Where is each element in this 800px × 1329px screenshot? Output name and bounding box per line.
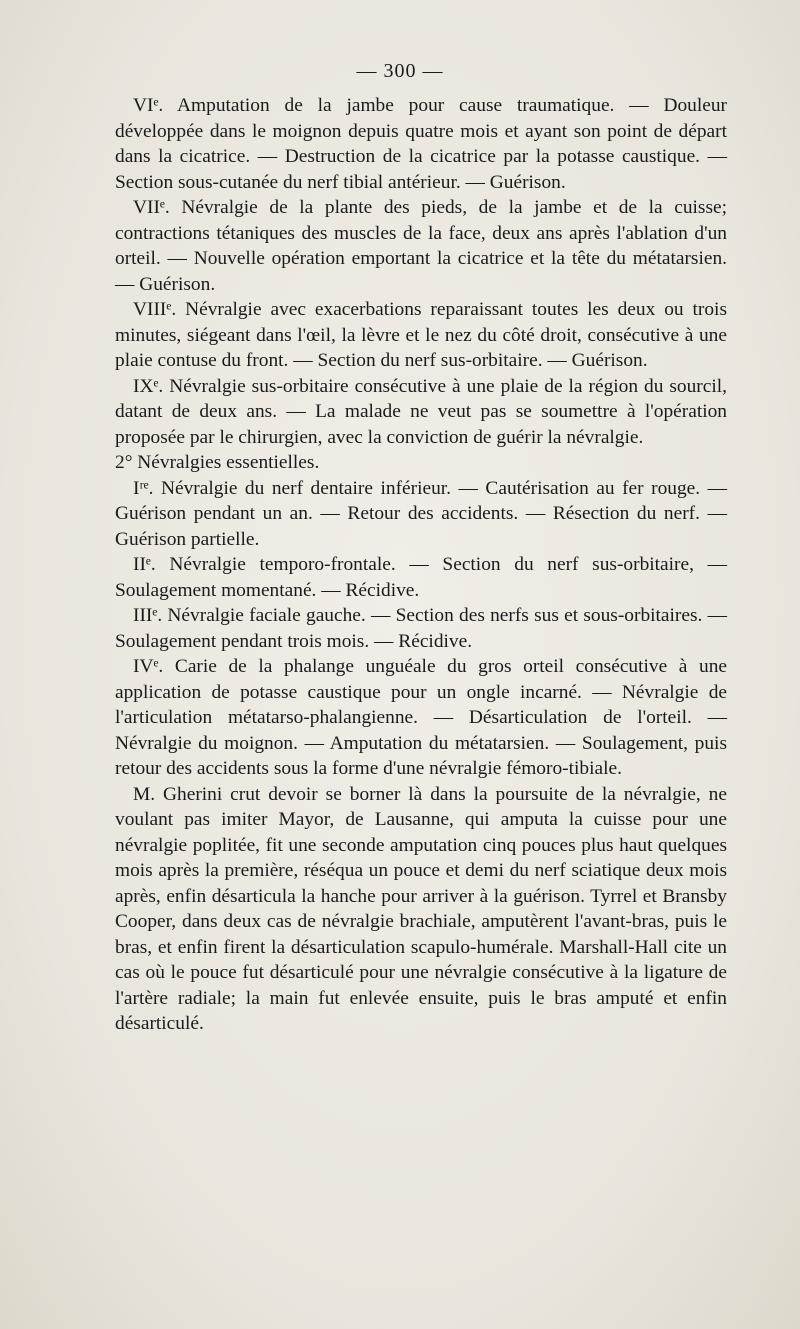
paragraph-case-9: IXᵉ. Névralgie sus-orbitaire consécutive à une plaie de la région du sourcil, datant de deux ans. — La malade ne veut pas se soumettre à l'opération proposée par le chirurgien, avec la conviction de guérir la névralgie. (115, 375, 727, 448)
section-heading: 2° Névralgies essentielles. (115, 452, 320, 473)
body-text (115, 93, 727, 1037)
page-number: — 300 — (356, 60, 444, 82)
paragraph-discussion: M. Gherini crut devoir se borner là dans la poursuite de la névralgie, ne voulant pas imiter Mayor, de Lausanne, qui amputa la cuisse pour une névralgie poplitée, fit une seconde amputation cinq pouces plus haut quelques mois après la première, réséqua un pouce et demi du nerf sciatique deux mois après, enfin désarticula la hanche pour arriver à la guérison. Tyrrel et Bransby Cooper, dans deux cas de névralgie brachiale, amputèrent l'avant-bras, puis le bras, et enfin firent la désarticulation scapulo-humérale. Marshall-Hall cite un cas où le pouce fut désarticulé pour une névralgie consécutive à la ligature de l'artère radiale; la main fut enlevée ensuite, puis le bras amputé et enfin désarticulé. (115, 783, 727, 1034)
paragraph-case-7: VIIᵉ. Névralgie de la plante des pieds, de la jambe et de la cuisse; contractions tétaniques des muscles de la face, deux ans après l'ablation d'un orteil. — Nouvelle opération emportant la cicatrice et la tête du métatarsien. — Guérison. (115, 197, 727, 295)
paragraph-case-6: VIᵉ. Amputation de la jambe pour cause traumatique. — Douleur développée dans le moignon depuis quatre mois et ayant son point de départ dans la cicatrice. — Destruction de la cicatrice par la potasse caustique. — Section sous-cutanée du nerf tibial antérieur. — Guérison. (115, 95, 727, 193)
paragraph-essential-3: IIIᵉ. Névralgie faciale gauche. — Section des nerfs sus et sous-orbitaires. — Soulagement pendant trois mois. — Récidive. (115, 605, 727, 652)
paragraph-case-8: VIIIᵉ. Névralgie avec exacerbations reparaissant toutes les deux ou trois minutes, siégeant dans l'œil, la lèvre et le nez du côté droit, consécutive à une plaie contuse du front. — Section du nerf sus-orbitaire. — Guérison. (115, 299, 727, 371)
paragraph-essential-4: IVᵉ. Carie de la phalange unguéale du gros orteil consécutive à une application de potasse caustique pour un ongle incarné. — Névralgie de l'articulation métatarso-phalangienne. — Désarticulation de l'orteil. — Névralgie du moignon. — Amputation du métatarsien. — Soulagement, puis retour des accidents sous la forme d'une névralgie fémoro-tibiale. (115, 656, 727, 779)
paragraph-essential-2: IIᵉ. Névralgie temporo-frontale. — Section du nerf sus-orbitaire, — Soulagement momentané. — Récidive. (115, 554, 727, 601)
paragraph-essential-1: Iʳᵉ. Névralgie du nerf dentaire inférieur. — Cautérisation au fer rouge. — Guérison pendant un an. — Retour des accidents. — Résection du nerf. — Guérison partielle. (115, 477, 727, 550)
